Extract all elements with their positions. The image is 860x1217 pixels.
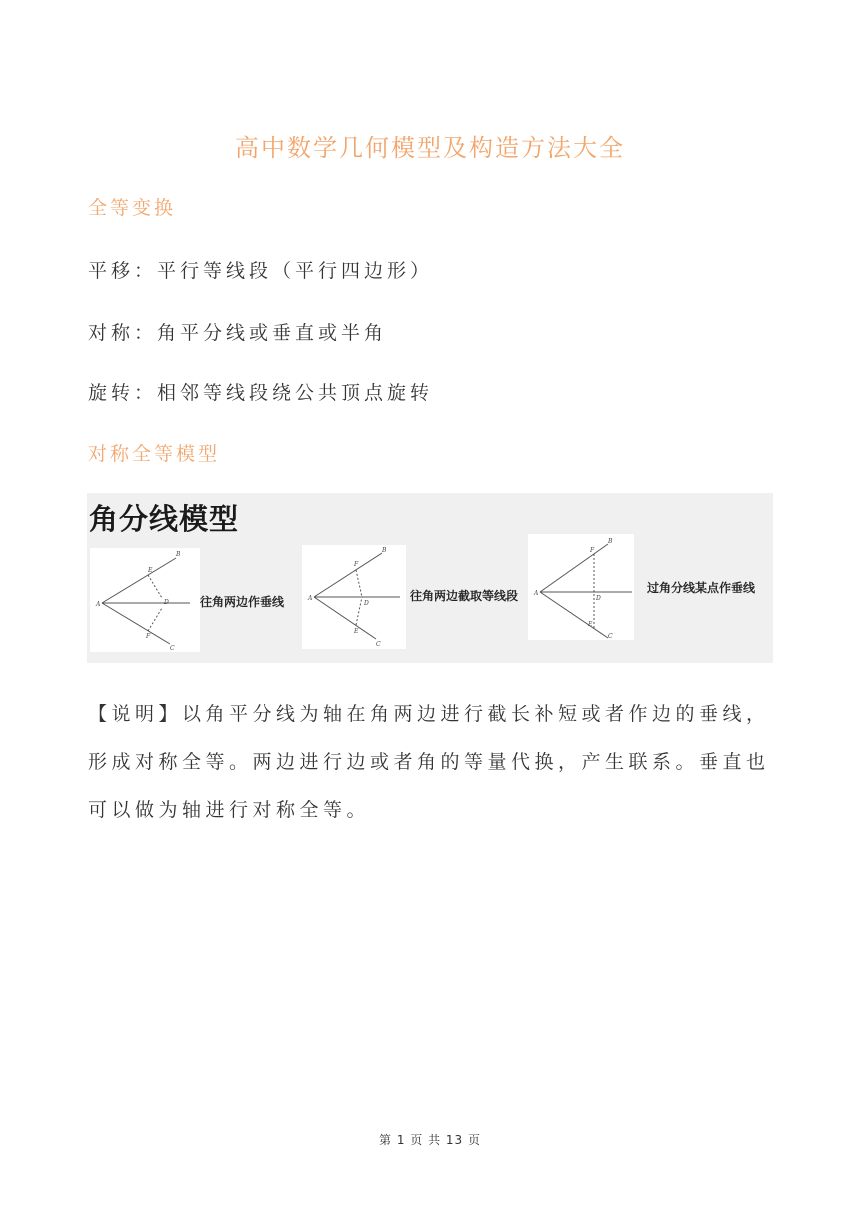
figure-title: 角分线模型	[89, 502, 240, 536]
caption-equal-segments: 往角两边截取等线段	[410, 589, 519, 603]
label-b: B	[608, 538, 613, 545]
label-c: C	[376, 641, 381, 648]
angle-bisector-figure	[87, 493, 773, 663]
equal-segments-diagram	[302, 545, 406, 649]
figure-panel-equal-segments	[302, 545, 406, 649]
caption-perpendicular: 往角两边作垂线	[200, 595, 285, 609]
caption-perpendicular-on-bisector: 过角分线某点作垂线	[647, 581, 756, 595]
label-e: E	[354, 628, 359, 635]
label-f: F	[590, 547, 595, 554]
section-heading-symmetric-model: 对称全等模型	[88, 443, 221, 465]
section-heading-equal-transform: 全等变换	[88, 197, 177, 219]
label-d: D	[596, 595, 601, 602]
explanation-paragraph	[88, 690, 778, 834]
label-a: A	[308, 595, 313, 602]
label-c: C	[608, 633, 613, 640]
body-line-rotation: 旋转：相邻等线段绕公共顶点旋转	[88, 382, 434, 404]
label-d: D	[364, 600, 369, 607]
label-b: B	[382, 547, 387, 554]
explanation-line: 形成对称全等。两边进行边或者角的等量代换，产生联系。垂直也	[88, 751, 770, 773]
label-a: A	[96, 601, 101, 608]
label-e: E	[148, 567, 153, 574]
label-f: F	[146, 633, 151, 640]
document-title: 高中数学几何模型及构造方法大全	[235, 134, 625, 162]
body-line-symmetry: 对称：角平分线或垂直或半角	[88, 322, 388, 344]
explanation-line: 可以做为轴进行对称全等。	[88, 799, 371, 821]
label-b: B	[176, 551, 181, 558]
label-e: E	[588, 621, 593, 628]
label-c: C	[170, 645, 175, 652]
explanation-line: 【说明】以角平分线为轴在角两边进行截长补短或者作边的垂线，	[88, 703, 770, 725]
perpendicular-diagram	[90, 548, 200, 652]
label-f: F	[354, 561, 359, 568]
label-a: A	[534, 590, 539, 597]
figure-panel-perpendicular-on-bisector	[528, 534, 634, 640]
page-footer: 第 1 页 共 13 页	[379, 1133, 481, 1147]
figure-panel-perpendicular	[90, 548, 200, 652]
body-line-translation: 平移：平行等线段（平行四边形）	[88, 260, 434, 282]
perpendicular-on-bisector-diagram	[528, 534, 634, 640]
label-d: D	[164, 599, 169, 606]
